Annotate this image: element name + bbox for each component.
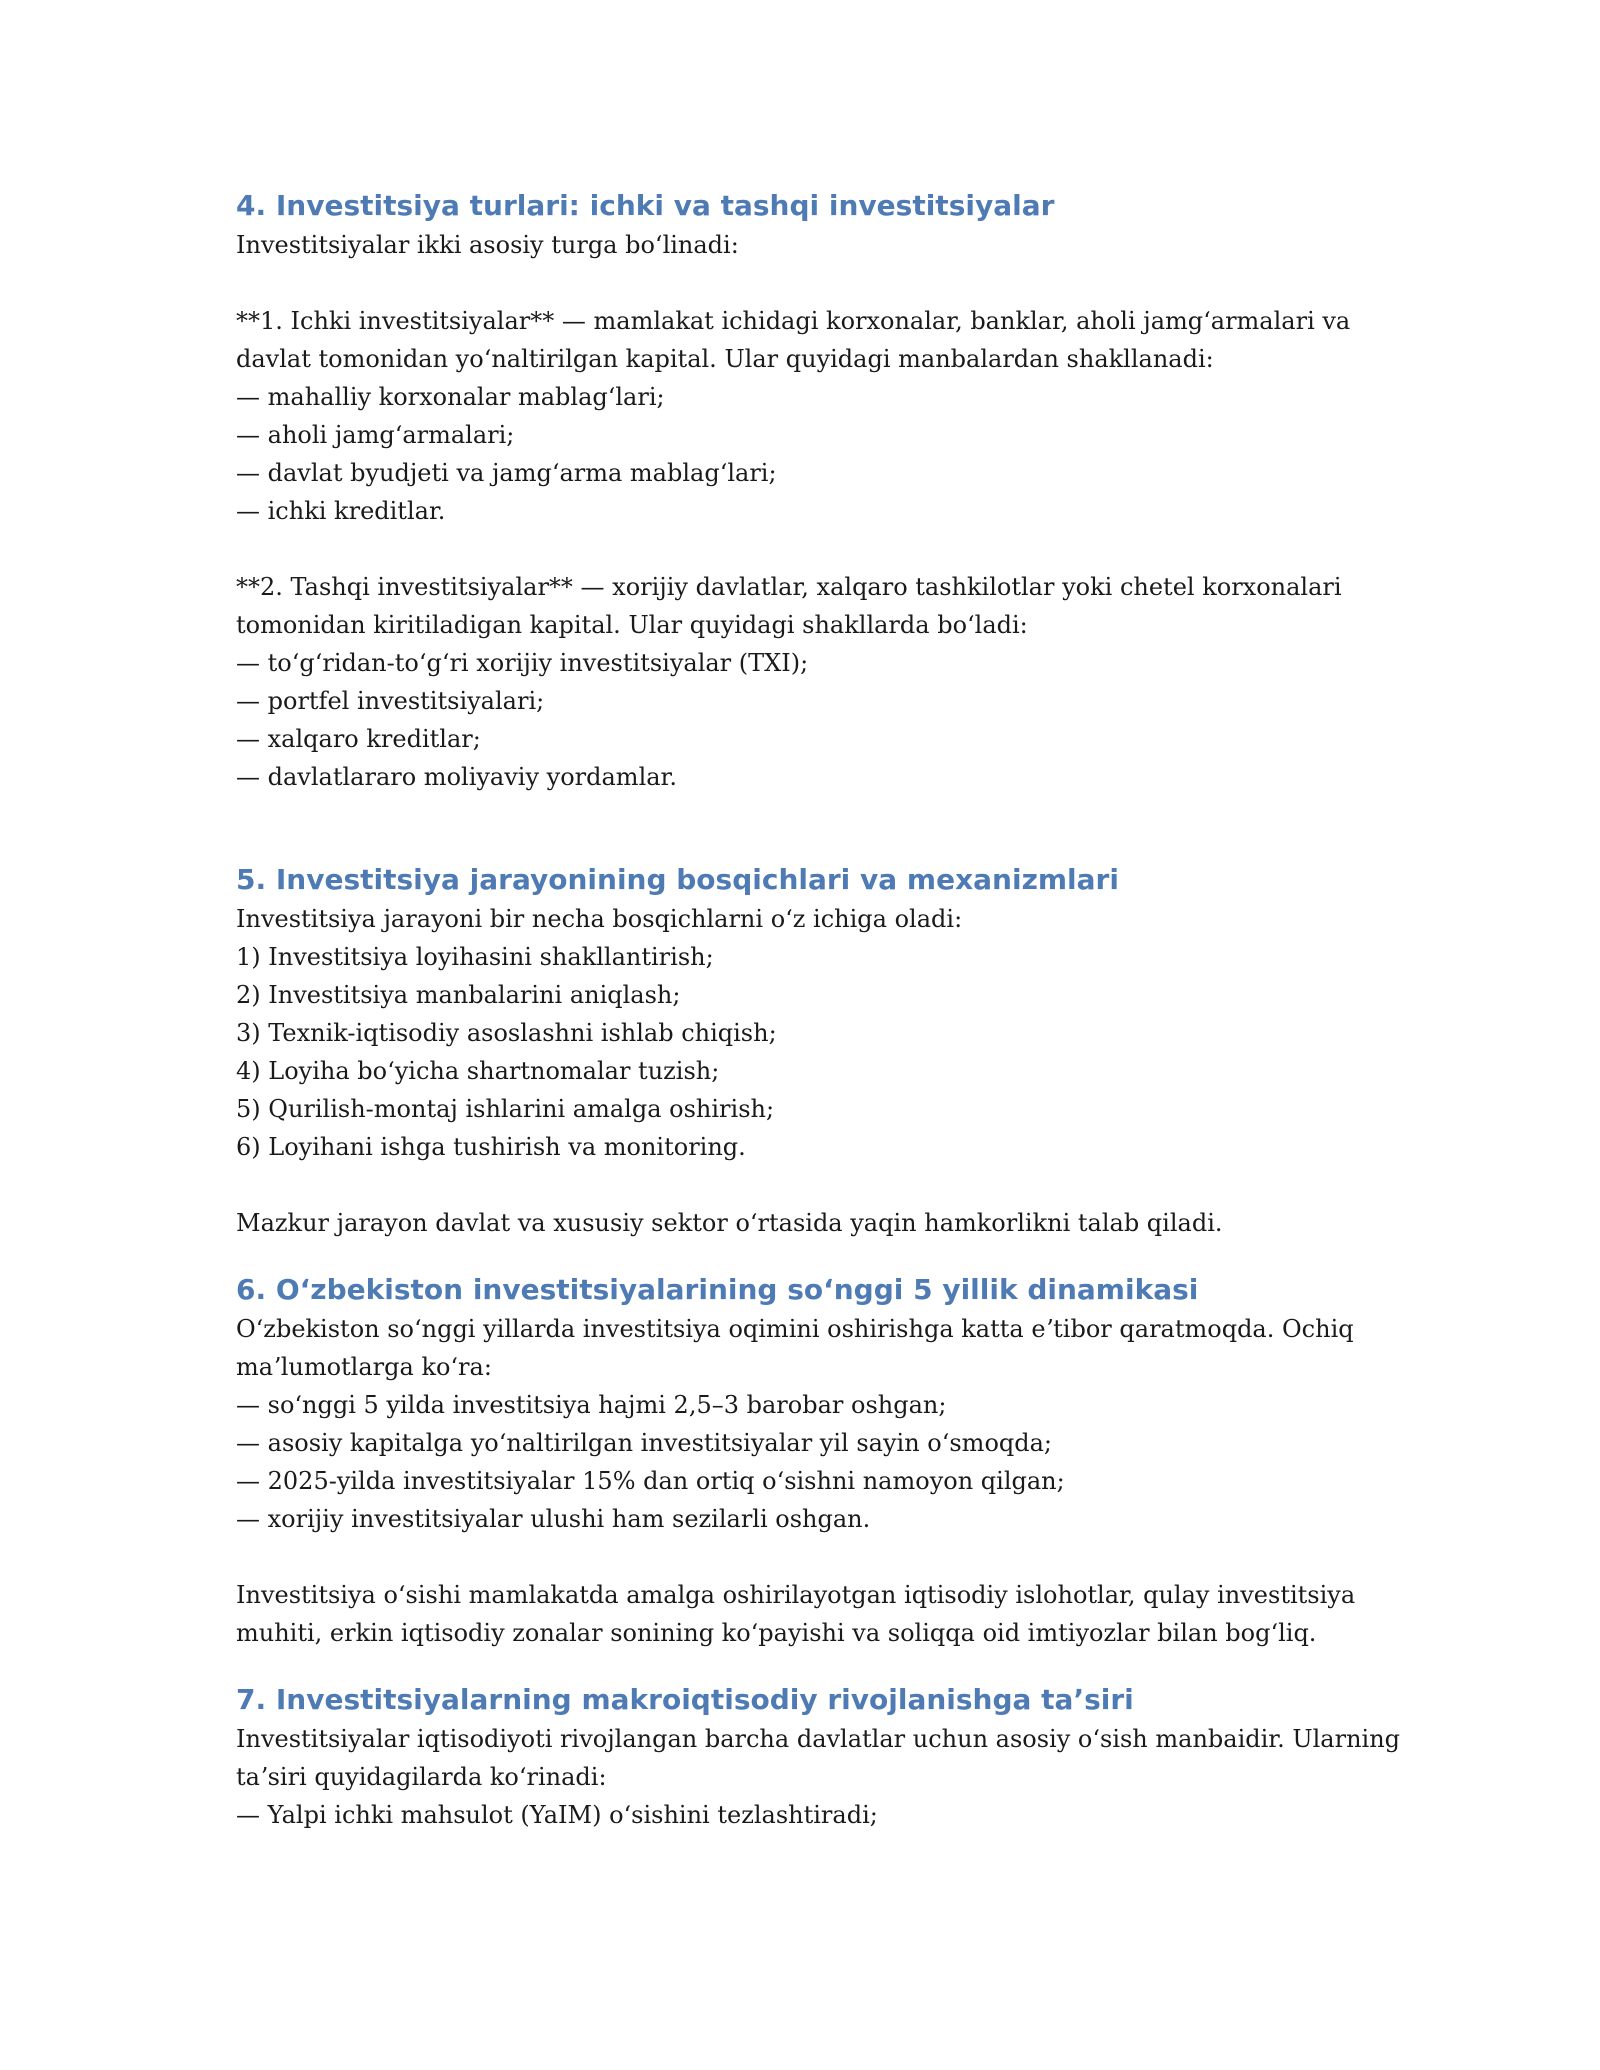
section-4-intro: Investitsiyalar ikki asosiy turga boʻlinadi: <box>236 231 739 259</box>
list-item: — xorijiy investitsiyalar ulushi ham sezilarli oshgan. <box>236 1505 871 1533</box>
paragraph-line: Investitsiyalar iqtisodiyoti rivojlangan barcha davlatlar uchun asosiy oʻsish manbaidir. Ularning <box>236 1725 1401 1753</box>
list-item: — 2025-yilda investitsiyalar 15% dan ortiq oʻsishni namoyon qilgan; <box>236 1467 1065 1495</box>
list-item: — toʻgʻridan-toʻgʻri xorijiy investitsiyalar (TXI); <box>236 649 809 677</box>
section-7 <box>236 1680 1401 1834</box>
section-5 <box>236 860 1376 1242</box>
paragraph-line: tomonidan kiritiladigan kapital. Ular quyidagi shakllarda boʻladi: <box>236 611 1028 639</box>
section-6-heading: 6. Oʻzbekiston investitsiyalarining soʻnggi 5 yillik dinamikasi <box>236 1273 1199 1306</box>
paragraph-line: Investitsiya oʻsishi mamlakatda amalga oshirilayotgan iqtisodiy islohotlar, qulay investitsiya <box>236 1581 1356 1609</box>
document-page <box>236 186 1401 1834</box>
list-item: 2) Investitsiya manbalarini aniqlash; <box>236 981 681 1009</box>
paragraph-line: **2. Tashqi investitsiyalar** — xorijiy davlatlar, xalqaro tashkilotlar yoki chetel korxonalari <box>236 573 1342 601</box>
paragraph-line: maʼlumotlarga koʻra: <box>236 1353 492 1381</box>
list-item: — Yalpi ichki mahsulot (YaIM) oʻsishini tezlashtiradi; <box>236 1801 878 1829</box>
section-5-heading: 5. Investitsiya jarayonining bosqichlari va mexanizmlari <box>236 863 1119 896</box>
paragraph-line: taʼsiri quyidagilarda koʻrinadi: <box>236 1763 607 1791</box>
list-item: — aholi jamgʻarmalari; <box>236 421 515 449</box>
list-item: 4) Loyiha boʻyicha shartnomalar tuzish; <box>236 1057 720 1085</box>
paragraph-line: **1. Ichki investitsiyalar** — mamlakat ichidagi korxonalar, banklar, aholi jamgʻarmalari va <box>236 307 1351 335</box>
list-item: — mahalliy korxonalar mablagʻlari; <box>236 383 665 411</box>
paragraph-line: davlat tomonidan yoʻnaltirilgan kapital. Ular quyidagi manbalardan shakllanadi: <box>236 345 1214 373</box>
paragraph-line: Oʻzbekiston soʻnggi yillarda investitsiya oqimini oshirishga katta eʼtibor qaratmoqda. Ochiq <box>236 1315 1354 1343</box>
list-item: — ichki kreditlar. <box>236 497 446 525</box>
list-item: — soʻnggi 5 yilda investitsiya hajmi 2,5–3 barobar oshgan; <box>236 1391 947 1419</box>
section-4 <box>236 186 1376 796</box>
list-item: — portfel investitsiyalari; <box>236 687 545 715</box>
list-item: 5) Qurilish-montaj ishlarini amalga oshirish; <box>236 1095 775 1123</box>
list-item: 3) Texnik-iqtisodiy asoslashni ishlab chiqish; <box>236 1019 777 1047</box>
list-item: 1) Investitsiya loyihasini shakllantirish; <box>236 943 714 971</box>
list-item: 6) Loyihani ishga tushirish va monitoring. <box>236 1133 746 1161</box>
section-6 <box>236 1270 1376 1652</box>
list-item: — davlatlararo moliyaviy yordamlar. <box>236 763 678 791</box>
list-item: — asosiy kapitalga yoʻnaltirilgan investitsiyalar yil sayin oʻsmoqda; <box>236 1429 1053 1457</box>
paragraph-line: Investitsiya jarayoni bir necha bosqichlarni oʻz ichiga oladi: <box>236 905 963 933</box>
section-7-heading: 7. Investitsiyalarning makroiqtisodiy rivojlanishga taʼsiri <box>236 1683 1134 1716</box>
paragraph-line: muhiti, erkin iqtisodiy zonalar sonining koʻpayishi va soliqqa oid imtiyozlar bilan bogʻliq. <box>236 1619 1317 1647</box>
paragraph-line: Mazkur jarayon davlat va xususiy sektor oʻrtasida yaqin hamkorlikni talab qiladi. <box>236 1209 1223 1237</box>
list-item: — davlat byudjeti va jamgʻarma mablagʻlari; <box>236 459 777 487</box>
section-4-heading: 4. Investitsiya turlari: ichki va tashqi investitsiyalar <box>236 189 1055 222</box>
list-item: — xalqaro kreditlar; <box>236 725 481 753</box>
